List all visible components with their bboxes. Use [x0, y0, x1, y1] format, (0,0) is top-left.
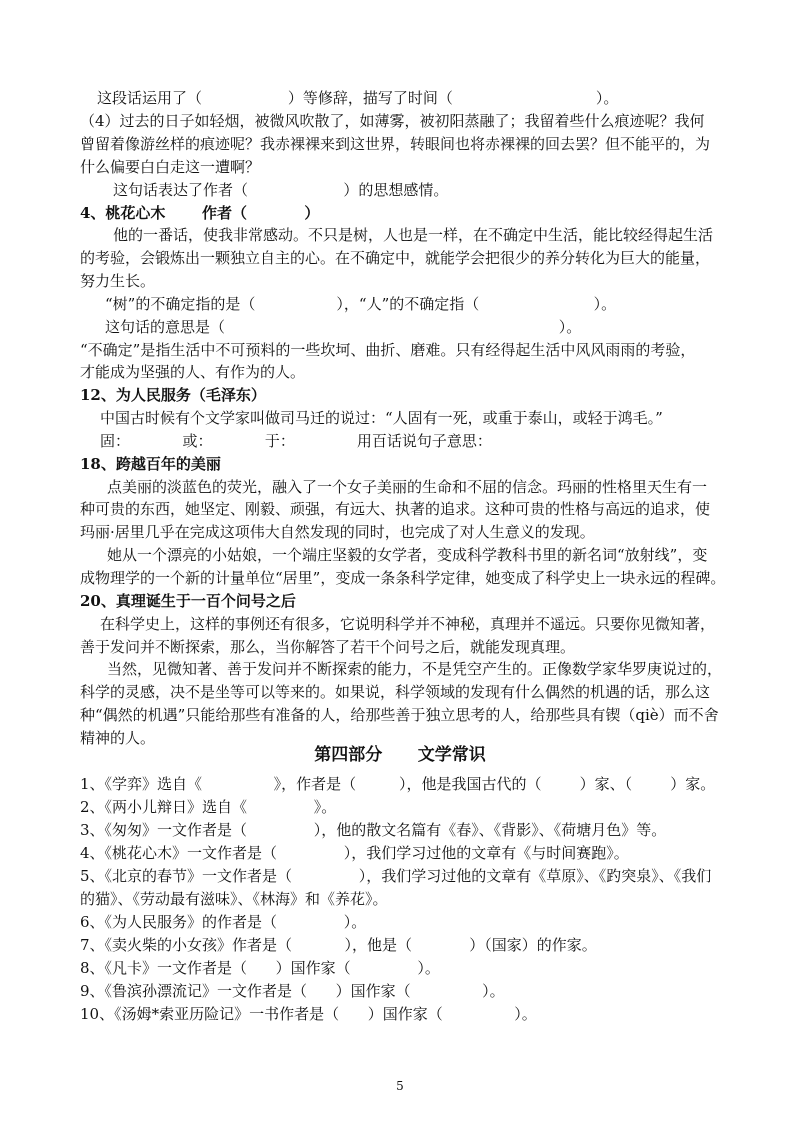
text-line: 这段话运用了（ ）等修辞，描写了时间（ ）。 [97, 89, 619, 107]
text-line: 他的一番话，使我非常感动。不只是树，人也是一样，在不确定中生活，能比较经得起生活 [113, 226, 714, 244]
section-title: 第四部分 文学常识 [314, 745, 486, 765]
text-line: 努力生长。 [80, 272, 156, 290]
text-line: 善于发问并不断探索，那么，当你解答了若干个问号之后，就能发现真理。 [80, 638, 576, 656]
text-line: 种“偶然的机遇”只能给那些有准备的人，给那些善于独立思考的人，给那些具有锲（qiè）而不舍 [80, 706, 719, 724]
text-line: 玛丽·居里几乎在完成这项伟大自然发现的同时，也完成了对人生意义的发现。 [80, 523, 595, 541]
text-line: 科学的灵感，决不是坐等可以等来的。如果说，科学领域的发现有什么偶然的机遇的话，那么这 [80, 683, 711, 701]
text-line: 中国古时候有个文学家叫做司马迁的说过：“人固有一死，或重于泰山，或轻于鸿毛。” [100, 409, 663, 427]
section-heading: 12、为人民服务（毛泽东） [80, 386, 266, 404]
text-line: 这句话的意思是（ ）。 [105, 318, 582, 336]
text-line: 10、《汤姆*索亚历险记》一书作者是（ ）国作家（ ）。 [80, 1005, 537, 1023]
section-heading: 18、跨越百年的美丽 [80, 455, 221, 473]
text-line: 点美丽的淡蓝色的荧光，融入了一个女子美丽的生命和不屈的信念。玛丽的性格里天生有一 [107, 478, 708, 496]
text-line: 曾留着像游丝样的痕迹呢？我赤裸裸来到这世界，转眼间也将赤裸裸的回去罢？但不能平的，为 [80, 135, 711, 153]
text-line: 才能成为坚强的人、有作为的人。 [80, 363, 306, 381]
section-heading: 20、真理诞生于一百个问号之后 [80, 592, 296, 610]
text-line: 9、《鲁滨孙漂流记》一文作者是（ ）国作家（ ）。 [80, 982, 505, 1000]
text-line: 的猫》、《劳动最有滋味》、《林海》和《养花》。 [80, 890, 388, 908]
text-line: “树”的不确定指的是（ ），“人”的不确定指（ ）。 [105, 295, 617, 313]
text-line: 2、《两小儿辩日》选自《 》。 [80, 798, 337, 816]
text-line: 种可贵的东西，她坚定、刚毅、顽强，有远大、执著的追求。这种可贵的性格与高远的追求，使 [80, 500, 711, 518]
section-heading: 4、桃花心木 作者（ ） [80, 204, 320, 222]
text-line: “不确定”是指生活中不可预料的一些坎坷、曲折、磨难。只有经得起生活中风风雨雨的考验， [80, 341, 696, 359]
text-line: 在科学史上，这样的事例还有很多，它说明科学并不神秘，真理并不遥远。只要你见微知著， [100, 615, 716, 633]
text-line: 5、《北京的春节》一文作者是（ ），我们学习过他的文章有《草原》、《趵突泉》、《我们 [80, 867, 712, 885]
text-line: （4）过去的日子如轻烟，被微风吹散了，如薄雾，被初阳蒸融了；我留着些什么痕迹呢？我何 [80, 112, 705, 130]
text-line: 6、《为人民服务》的作者是（ ）。 [80, 913, 367, 931]
text-line: 成物理学的一个新的计量单位“居里”，变成一条条科学定律，她变成了科学史上一块永远的程碑。 [80, 569, 726, 587]
page-number: 5 [396, 1079, 404, 1093]
text-line: 当然，见微知著、善于发问并不断探索的能力，不是凭空产生的。正像数学家华罗庚说过的， [107, 660, 723, 678]
text-line: 1、《学弈》选自《 》，作者是（ ），他是我国古代的（ ）家、（ ）家。 [80, 775, 716, 793]
text-line: 8、《凡卡》一文作者是（ ）国作家（ ）。 [80, 959, 440, 977]
text-line: 什么偏要白白走这一遭啊？ [80, 158, 261, 176]
text-line: 精神的人。 [80, 729, 156, 747]
text-line: 7、《卖火柴的小女孩》作者是（ ），他是（ ）（国家）的作家。 [80, 936, 597, 954]
text-line: 4、《桃花心木》一文作者是（ ），我们学习过他的文章有《与时间赛跑》。 [80, 844, 629, 862]
text-line: 3、《匆匆》一文作者是（ ），他的散文名篇有《春》、《背影》、《荷塘月色》等。 [80, 821, 667, 839]
text-line: 固： 或： 于： 用百话说句子意思： [100, 432, 492, 450]
text-line: 她从一个漂亮的小姑娘，一个端庄坚毅的女学者，变成科学教科书里的新名词“放射线”，变 [107, 546, 708, 564]
text-line: 这句话表达了作者（ ）的思想感情。 [113, 181, 449, 199]
text-line: 的考验，会锻炼出一颗独立自主的心。在不确定中，就能学会把很少的养分转化为巨大的能量， [80, 249, 711, 267]
